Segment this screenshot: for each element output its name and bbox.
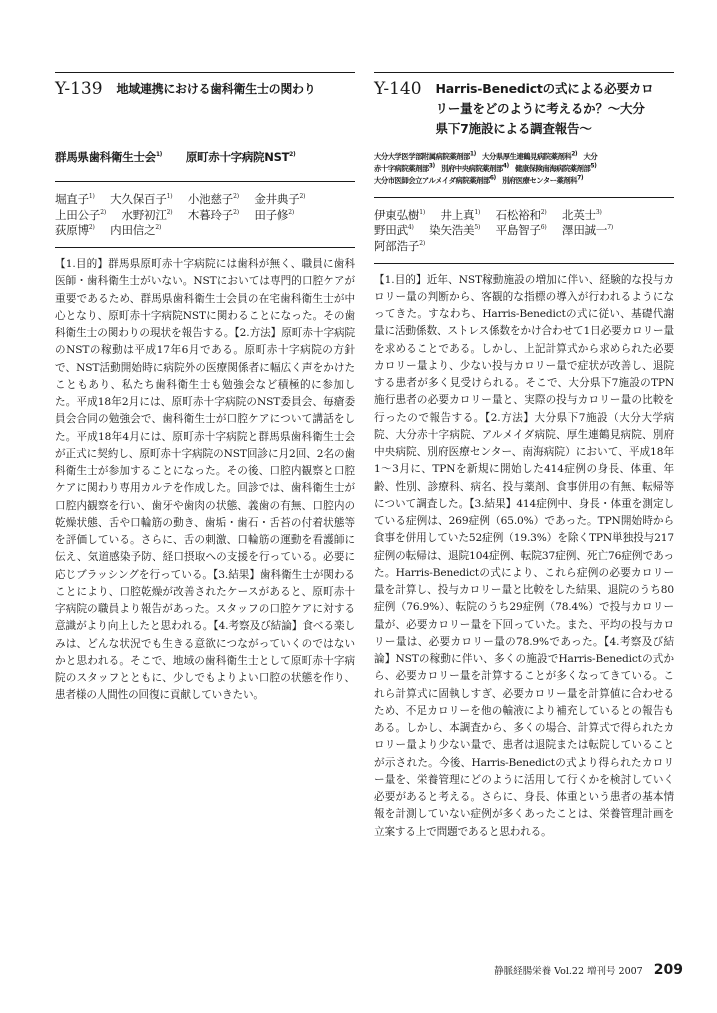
author-sup: 2) bbox=[100, 208, 106, 216]
author bbox=[55, 192, 95, 206]
affiliation-sup: 6) bbox=[489, 174, 496, 182]
affiliations bbox=[55, 149, 355, 165]
affiliation-sup: 4) bbox=[502, 162, 509, 170]
affiliation-name: 別府中央病院薬剤部 bbox=[441, 164, 503, 174]
abstract-header bbox=[374, 73, 674, 139]
author-name: 井上真 bbox=[440, 207, 475, 222]
author-name: 伊東弘樹 bbox=[374, 207, 420, 222]
affiliations bbox=[374, 151, 674, 188]
author-name: 平島智子 bbox=[495, 223, 541, 238]
page-footer bbox=[494, 962, 683, 978]
author-name: 上田公子 bbox=[55, 207, 101, 222]
title-line: Harris-Benedictの式による必要カロ bbox=[435, 81, 654, 96]
affiliation bbox=[441, 164, 509, 173]
author-list bbox=[374, 198, 674, 263]
author-name: 大久保百子 bbox=[110, 192, 167, 206]
author-name: 木暮玲子 bbox=[187, 207, 234, 222]
journal-citation: 静脈経腸栄養 Vol.22 増刊号 2007 bbox=[494, 966, 643, 977]
author-sup: 2) bbox=[166, 208, 173, 216]
affiliation-line bbox=[374, 151, 674, 163]
author-name: 野田武 bbox=[374, 223, 408, 238]
author bbox=[110, 192, 172, 206]
author bbox=[254, 208, 294, 222]
abstract-y140 bbox=[374, 72, 674, 841]
author bbox=[121, 208, 172, 222]
affiliation-name: 原町赤十字病院NST bbox=[185, 150, 290, 164]
affiliation-line bbox=[374, 163, 674, 175]
author-sup: 1) bbox=[474, 208, 481, 216]
author bbox=[188, 192, 239, 206]
author bbox=[110, 223, 161, 237]
author-line bbox=[55, 223, 355, 239]
author-name: 阿部浩子 bbox=[374, 239, 420, 254]
affiliation-name: 群馬県歯科衛生士会 bbox=[55, 150, 156, 164]
affiliation-line bbox=[374, 175, 674, 187]
affiliation bbox=[374, 164, 435, 173]
affiliation bbox=[584, 152, 598, 161]
author-sup: 2) bbox=[88, 224, 95, 232]
author bbox=[374, 223, 414, 237]
author-name: 石松裕和 bbox=[495, 207, 541, 222]
author-name: 堀直子 bbox=[55, 192, 89, 206]
affiliation bbox=[55, 150, 162, 164]
author-line bbox=[374, 208, 674, 224]
author-sup: 2) bbox=[299, 193, 306, 201]
author bbox=[374, 208, 425, 222]
author bbox=[374, 239, 425, 253]
author-name: 内田信之 bbox=[110, 223, 156, 238]
author-line bbox=[374, 239, 674, 255]
abstract-header bbox=[55, 73, 355, 99]
author bbox=[440, 208, 480, 222]
affiliation-sup: 2) bbox=[571, 150, 578, 158]
author-name: 澤田誠一 bbox=[562, 223, 608, 238]
author-sup: 5) bbox=[474, 224, 481, 232]
author-line bbox=[55, 208, 355, 224]
author-sup: 3) bbox=[595, 208, 602, 216]
abstract-number: Y-139 bbox=[55, 79, 103, 99]
title-line: 県下7施設による調査報告～ bbox=[435, 121, 592, 136]
author bbox=[55, 223, 95, 237]
abstract-title bbox=[117, 79, 316, 99]
author bbox=[562, 208, 602, 222]
affiliation-sup: 1) bbox=[155, 151, 163, 159]
abstract-y139 bbox=[55, 72, 355, 705]
affiliation-name: 健康保険南海病院薬剤部 bbox=[515, 164, 591, 174]
affiliation-sup: 2) bbox=[289, 151, 296, 159]
affiliation-name: 大分 bbox=[583, 152, 598, 161]
author-sup: 6) bbox=[540, 224, 547, 232]
author bbox=[254, 192, 305, 206]
author-sup: 2) bbox=[419, 240, 425, 248]
author-name: 染矢浩美 bbox=[429, 223, 475, 238]
abstract-body: 【1.目的】近年、NST稼動施設の増加に伴い、経験的な投与カロリー量の判断から、客観的な指標の導入が行われるようになってきた。すなわち、Harris-Benedictの式に従い、基礎代謝量に活動係数、ストレス係数をかけ合わせて1日必要カロリー量を求めることである。しかし、上記計算式から求められた必要カロリー量より、少ない投与カロリー量で症状が改善し、退院する患者が多く見受けられる。そこで、大分県下7施設のTPN施行患者の必要カロリー量と、実際の投与カロリー量の比較を行ったので報告する。【2.方法】大分県下7施設（大分大学病院、大分赤十字病院、アルメイダ病院、厚生連鶴見病院、別府中央病院、別府医療センター、南海病院）において、平成18年1～3月に、TPNを新規に開始した414症例の身長、体重、年齢、性別、診療科、病名、投与薬剤、食事併用の有無、転帰等について調査した。【3.結果】414症例中、身長・体重を測定している症例は、269症例（65.0%）であった。TPN開始時から食事を併用していた52症例（19.3%）を除くTPN単独投与217症例の転帰は、退院104症例、転院37症例、死亡76症例であった。Harris-Benedictの式により、これら症例の必要カロリー量を計算し、投与カロリー量と比較をした結果、退院のうち80症例（76.9%）、転院のうち29症例（78.4%）で投与カロリー量が、必要カロリー量を下回っていた。また、平均の投与カロリー量は、必要カロリー量の78.9%であった。【4.考察及び結論】NSTの稼動に伴い、多くの施設でHarris-Benedictの式から、必要カロリー量を計算することが多くなってきている。これら計算式に固執しすぎ、必要カロリー量を計算値に合わせるため、不足カロリーを他の輸液により補充しているとの報告もある。しかし、本調査から、多くの場合、計算式で得られたカロリー量より少ない量で、患者は退院または転院していることが示された。今後、Harris-Benedictの式より得られたカロリー量を、栄養管理にどのように活用して行くかを検討していく必要があると考える。さらに、身長、体重という患者の基本情報を計測していない症例が多くあったことは、栄養管理計画を立案する上で問題であると思われる。 bbox=[374, 273, 674, 838]
author bbox=[496, 208, 547, 222]
author bbox=[429, 223, 480, 237]
title-line: 地域連携における歯科衛生士の関わり bbox=[116, 82, 316, 96]
author-name: 小池慈子 bbox=[187, 192, 234, 206]
author-sup: 2) bbox=[155, 224, 162, 232]
affiliation bbox=[515, 164, 596, 173]
author-sup: 2) bbox=[288, 208, 294, 216]
author-sup: 4) bbox=[407, 224, 414, 232]
author-sup: 1) bbox=[166, 193, 173, 201]
affiliation bbox=[374, 152, 476, 161]
affiliation-sup: 7) bbox=[577, 174, 584, 182]
abstract-title bbox=[436, 79, 654, 139]
author bbox=[562, 223, 613, 237]
affiliation-name: 別府医療センター薬剤科 bbox=[502, 176, 578, 186]
author-sup: 7) bbox=[607, 224, 613, 232]
affiliation-name: 赤十字病院薬剤部 bbox=[374, 164, 429, 174]
affiliation-name: 大分大学医学部附属病院薬剤部 bbox=[374, 152, 470, 161]
author-line bbox=[55, 192, 355, 208]
affiliation-sup: 1) bbox=[469, 150, 476, 158]
affiliation bbox=[186, 150, 296, 164]
author-name: 金井典子 bbox=[254, 192, 300, 206]
author-name: 荻原博 bbox=[55, 223, 89, 238]
affiliation bbox=[374, 176, 496, 185]
author bbox=[55, 208, 106, 222]
abstract-number: Y-140 bbox=[374, 79, 422, 99]
author bbox=[188, 208, 239, 222]
author-sup: 2) bbox=[540, 208, 547, 216]
author-name: 田子修 bbox=[254, 207, 289, 222]
affiliation-sup: 3) bbox=[428, 162, 435, 170]
affiliation-sup: 5) bbox=[590, 162, 597, 170]
author-sup: 2) bbox=[233, 208, 239, 216]
author-name: 水野初江 bbox=[121, 207, 167, 222]
page-number: 209 bbox=[653, 962, 683, 978]
author-sup: 1) bbox=[419, 208, 425, 216]
title-line: リー量をどのように考えるか？～大分 bbox=[435, 101, 645, 116]
abstract-body: 【1.目的】群馬県原町赤十字病院には歯科が無く、職員に歯科医師・歯科衛生士がいない。NSTにおいては専門的口腔ケアが重要であるため、群馬県歯科衛生士会員の在宅歯科衛生士が中心となり、原町赤十字病院NSTに関わることになった。その歯科衛生士の関わりの現状を報告する。【2.方法】原町赤十字病院のNSTの稼動は平成17年6月である。原町赤十字病院の方針で、NST活動開始時に病院外の医療関係者に幅広く声をかけたこともあり、私たち歯科衛生士も勉強会など積極的に参加した。平成18年2月には、原町赤十字病院のNST委員会、毎瘡委員会合同の勉強会で、歯科衛生士が口腔ケアについて講話をした。平成18年4月には、原町赤十字病院と群馬県歯科衛生士会が正式に契約し、原町赤十字病院のNST回診に月2回、2名の歯科衛生士が参加することになった。その後、口腔内観察と口腔ケアに関わり専用カルテを作成した。回診では、歯科衛生士が口腔内観察を行い、歯牙や歯肉の状態、義歯の有無、口腔内の乾燥状態、舌や口輪筋の動き、歯垢・歯石・舌苔の付着状態等を評価している。さらに、舌の刺激、口輪筋の運動を看護師に伝え、気道感染予防、経口摂取への支援を行っている。必要に応じブラッシングを行っている。【3.結果】歯科衛生士が関わることにより、口腔乾燥が改善されたケースがあると、原町赤十字病院の職員より報告があった。スタッフの口腔ケアに対する意識がより向上したと思われる。【4.考察及び結論】食べる楽しみは、どんな状況でも生きる意欲につながっていくのではないかと思われる。そこで、地域の歯科衛生士として原町赤十字病院のスタッフとともに、少しでもよりよい口腔の状態を作り、患者様の人間性の回復に貢献していきたい。 bbox=[55, 258, 355, 702]
affiliation-name: 大分市医師会立アルメイダ病院薬剤部 bbox=[374, 176, 490, 186]
author-name: 北英士 bbox=[562, 207, 596, 222]
affiliation bbox=[502, 176, 583, 185]
author bbox=[496, 223, 547, 237]
author-sup: 1) bbox=[88, 193, 95, 201]
affiliation bbox=[482, 152, 577, 161]
author-sup: 2) bbox=[233, 193, 239, 201]
author-list bbox=[55, 182, 355, 247]
author-line bbox=[374, 223, 674, 239]
affiliation-name: 大分県厚生連鶴見病院薬剤科 bbox=[482, 152, 572, 161]
